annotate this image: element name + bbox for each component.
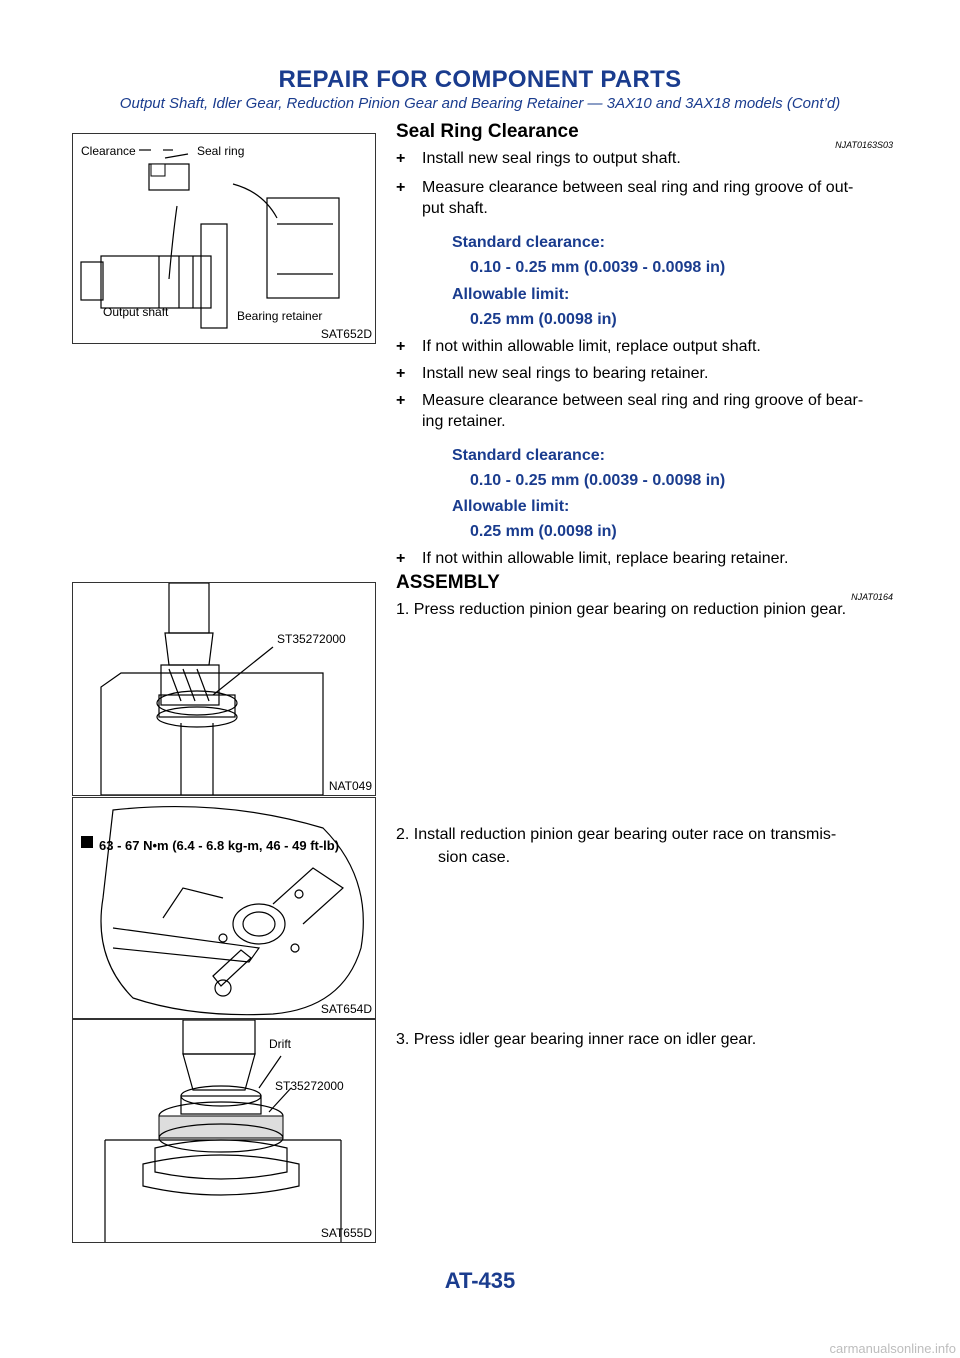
spec-limit-label: Allowable limit: (452, 498, 570, 515)
page-section-title: REPAIR FOR COMPONENT PARTS (278, 66, 682, 93)
bullet-marker: + (396, 179, 406, 196)
drift-label: Drift (269, 1037, 291, 1051)
idler-press-diagram (73, 1020, 375, 1242)
outer-race-diagram (73, 798, 375, 1018)
spec-limit-value: 0.25 mm (0.0098 in) (470, 311, 617, 328)
section-code: NJAT0163S03 (835, 140, 893, 150)
assembly-step-2-continued: sion case. (438, 849, 511, 866)
output-shaft-label: Output shaft (103, 305, 169, 319)
assembly-code: NJAT0164 (851, 592, 893, 602)
spec-standard-label: Standard clearance: (452, 447, 605, 464)
bullet-item (396, 177, 896, 219)
tool-number-label: ST35272000 (277, 632, 346, 646)
bullet-item (396, 390, 896, 432)
pinion-press-diagram (73, 583, 375, 795)
figure-idler-bearing-press (72, 1019, 376, 1243)
assembly-step-3: 3. Press idler gear bearing inner race on idler gear. (396, 1031, 757, 1048)
seal-ring-label: Seal ring (197, 144, 245, 158)
spec-standard-value: 0.10 - 0.25 mm (0.0039 - 0.0098 in) (470, 259, 726, 276)
figure-id: NAT049 (328, 779, 372, 793)
figure-id: SAT655D (320, 1226, 372, 1240)
clearance-label: Clearance (81, 144, 136, 158)
bullet-text: If not within allowable limit, replace bearing retainer. (422, 550, 789, 567)
assembly-heading: ASSEMBLY (396, 572, 500, 593)
figure-id: SAT652D (320, 327, 372, 341)
bearing-retainer-label: Bearing retainer (237, 309, 323, 323)
bullet-text: Measure clearance between seal ring and ring groove of bear- ing retainer. (422, 392, 864, 430)
bullet-marker: + (396, 392, 406, 409)
section-heading: Seal Ring Clearance (396, 121, 579, 142)
page-subtitle: Output Shaft, Idler Gear, Reduction Pinion Gear and Bearing Retainer — 3AX10 and 3AX18 models (Cont’d) (119, 95, 841, 112)
seal-ring-diagram (73, 134, 375, 343)
torque-spec-label: 63 - 67 N•m (6.4 - 6.8 kg-m, 46 - 49 ft-lb) (99, 838, 340, 853)
spec-standard-value: 0.10 - 0.25 mm (0.0039 - 0.0098 in) (470, 472, 726, 489)
spec-limit-value: 0.25 mm (0.0098 in) (470, 523, 617, 540)
figure-id: SAT654D (320, 1002, 372, 1016)
bullet-text: Install new seal rings to output shaft. (422, 150, 681, 167)
assembly-step-2: 2. Install reduction pinion gear bearing outer race on transmis- (396, 826, 837, 843)
watermark: carmanualsonline.info (829, 1341, 956, 1356)
bullet-marker: + (396, 550, 406, 567)
bullet-text: Measure clearance between seal ring and ring groove of out- put shaft. (422, 179, 854, 217)
bullet-marker: + (396, 150, 406, 167)
bullet-text: If not within allowable limit, replace output shaft. (422, 338, 761, 355)
bullet-text: Install new seal rings to bearing retainer. (422, 365, 709, 382)
tool-number-label: ST35272000 (275, 1079, 344, 1093)
bullet-marker: + (396, 365, 406, 382)
page-number: AT-435 (444, 1268, 516, 1293)
spec-limit-label: Allowable limit: (452, 286, 570, 303)
figure-outer-race-install (72, 797, 376, 1019)
figure-seal-ring-clearance (72, 133, 376, 344)
bullet-marker: + (396, 338, 406, 355)
assembly-step-1: 1. Press reduction pinion gear bearing on reduction pinion gear. (396, 601, 847, 618)
figure-pinion-bearing-press (72, 582, 376, 796)
spec-standard-label: Standard clearance: (452, 234, 605, 251)
